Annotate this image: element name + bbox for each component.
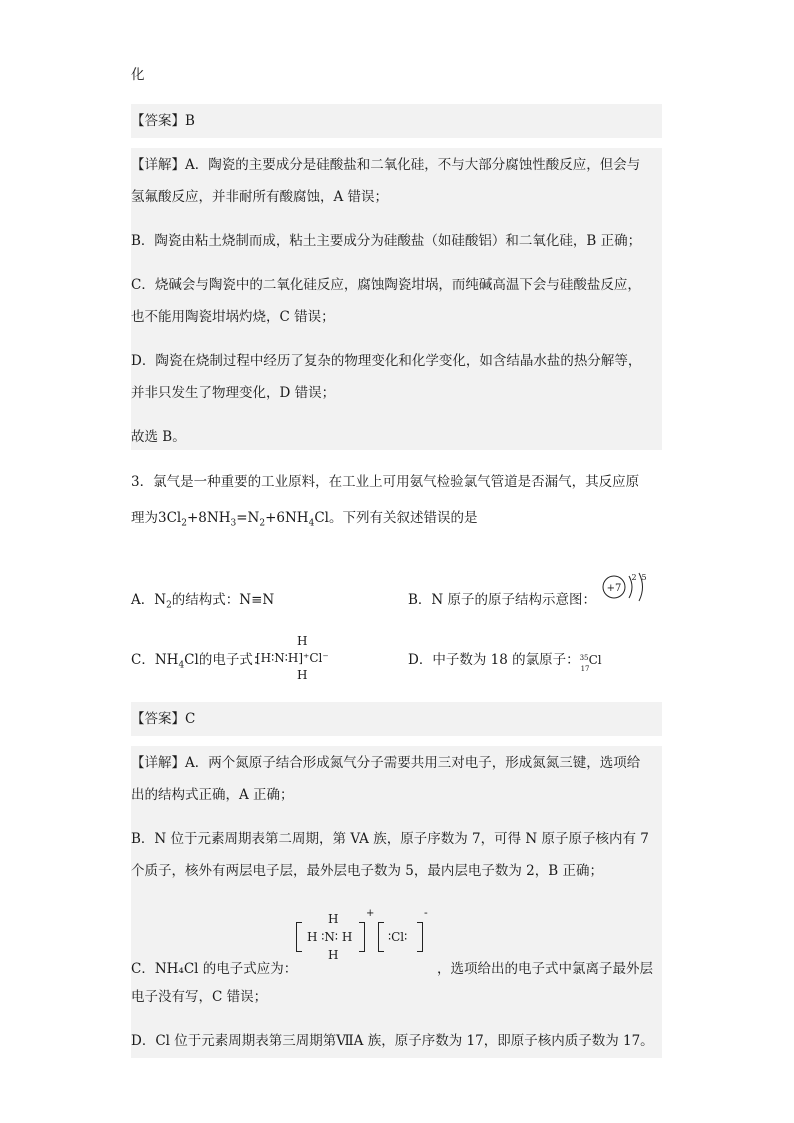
detail-block-2: [131, 746, 662, 1058]
option-c: C．$NH_4Cl$的电子式：: [131, 652, 267, 671]
detail2-c-line2: 电子没有写，C 错误；: [131, 989, 268, 1005]
q3-line2: 理为$3Cl_2+8NH_3=N_2+6NH_4Cl$。下列有关叙述错误的是: [131, 510, 478, 529]
answer-block-1: [131, 104, 662, 138]
answer-text-1: 【答案】B: [131, 113, 195, 129]
detail2-d-line1: D．Cl 位于元素周期表第三周期第ⅦA 族，原子序数为 17，即原子核内质子数为 17。: [131, 1033, 654, 1049]
detail1-d-line2: 并非只发生了物理变化，D 错误；: [131, 385, 336, 401]
atomic-structure-diagram: [598, 568, 652, 608]
nh4cl-electron-structure: H H ∶N∶ H H + ∶Cl∶ -: [296, 912, 436, 968]
detail1-end: 故选 B。: [131, 429, 186, 445]
detail2-b-line2: 个质子，核外有两层电子层，最外层电子数为 5，最内层电子数为 2，B 正确；: [131, 863, 603, 879]
option-b: B．N 原子的原子结构示意图：: [408, 592, 597, 608]
detail1-b-line1: B．陶瓷由粘土烧制而成，粘土主要成分为硅酸盐（如硅酸铝）和二氧化硅，B 正确；: [131, 233, 642, 249]
detail2-c-line1-post: ，选项给出的电子式中氯离子最外层: [437, 961, 653, 977]
detail2-a-line1: 【详解】A．两个氮原子结合形成氮气分子需要共用三对电子，形成氮氮三键，选项给: [131, 755, 641, 771]
shell-electrons-2: 5: [641, 573, 647, 582]
detail1-a-line2: 氢氟酸反应，并非耐所有酸腐蚀，A 错误；: [131, 189, 389, 205]
detail1-c-line1: C．烧碱会与陶瓷中的二氧化硅反应，腐蚀陶瓷坩埚，而纯碱高温下会与硅酸盐反应，: [131, 277, 641, 293]
nucleus-charge: +7: [606, 583, 622, 594]
detail2-b-line1: B．N 位于元素周期表第二周期，第 VA 族，原子序数为 7，可得 N 原子原子核内有 7: [131, 831, 649, 847]
detail1-d-line1: D．陶瓷在烧制过程中经历了复杂的物理变化和化学变化，如含结晶水盐的热分解等，: [131, 353, 642, 369]
answer-block-2: [131, 702, 662, 736]
q3-line1: 3．氯气是一种重要的工业原料，在工业上可用氨气检验氯气管道是否漏气，其反应原: [131, 474, 640, 490]
detail1-a-line1: 【详解】A．陶瓷的主要成分是硅酸盐和二氧化硅，不与大部分腐蚀性酸反应，但会与: [131, 157, 641, 173]
top-char: 化: [131, 67, 145, 83]
detail2-c-line1-pre: C．NH₄Cl 的电子式应为：: [131, 961, 298, 977]
option-a: A．$N_2$的结构式：N≡N: [131, 592, 275, 611]
answer-text-2: 【答案】C: [131, 711, 196, 727]
chlorine-isotope: 35 17 Cl: [579, 653, 602, 673]
option-c-electron-formula: H [H∶N∶H]⁺Cl⁻ H: [256, 634, 329, 682]
shell-electrons-1: 2: [631, 573, 637, 582]
detail1-c-line2: 也不能用陶瓷坩埚灼烧，C 错误；: [131, 309, 335, 325]
reaction-equation: $3Cl_2+8NH_3=N_2+6NH_4Cl$: [158, 510, 329, 529]
option-d: D．中子数为 18 的氯原子： 35 17 Cl: [408, 651, 606, 669]
detail-block-1: [131, 148, 662, 450]
detail2-a-line2: 出的结构式正确，A 正确；: [131, 787, 294, 803]
